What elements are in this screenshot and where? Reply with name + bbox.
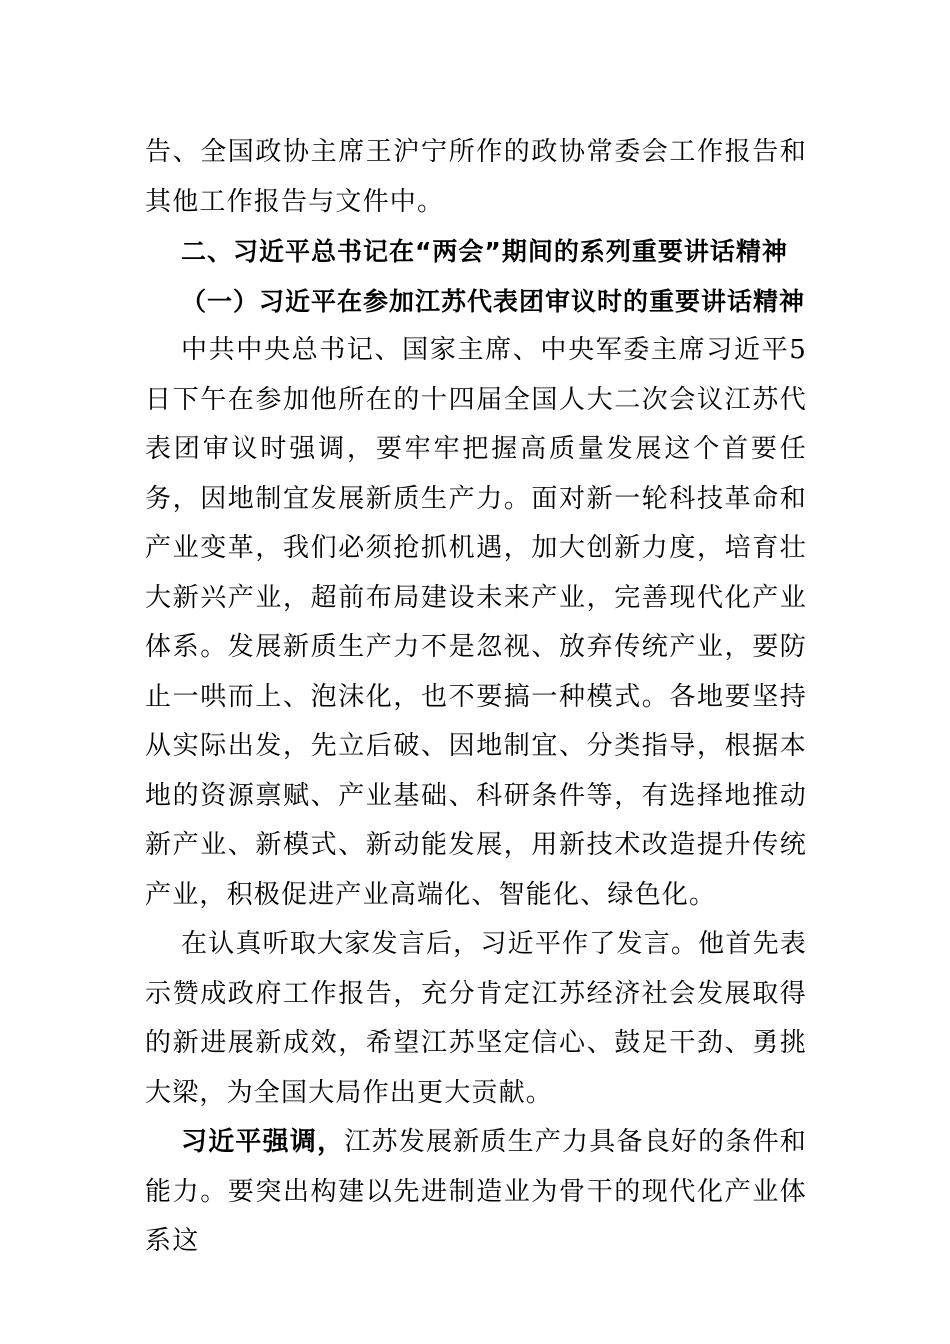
subsection-heading: （一）习近平在参加江苏代表团审议时的重要讲话精神 — [181, 286, 806, 316]
paragraph-3-body: 江苏发展新质生产力具备良好的条件和能力。要突出构建以先进制造业为骨干的现代化产业体系这 — [145, 1127, 807, 1256]
paragraph-3 — [145, 1118, 807, 1267]
document-body — [145, 128, 807, 1267]
section-heading: 二、习近平总书记在“两会”期间的系列重要讲话精神 — [181, 237, 788, 266]
paragraph-1: 中共中央总书记、国家主席、中央军委主席习近平5日下午在参加他所在的十四届全国人大二次会议江苏代表团审议时强调，要牢牢把握高质量发展这个首要任务，因地制宜发展新质生产力。面对新一轮科技革命和产业变革，我们必须抢抓机遇，加大创新力度，培育壮大新兴产业，超前布局建设未来产业，完善现代化产业体系。发展新质生产力不是忽视、放弃传统产业，要防止一哄而上、泡沫化，也不要搞一种模式。各地要坚持从实际出发，先立后破、因地制宜、分类指导，根据本地的资源禀赋、产业基础、科研条件等，有选择地推动新产业、新模式、新动能发展，用新技术改造提升传统产业，积极促进产业高端化、智能化、绿色化。 — [145, 335, 807, 910]
paragraph-continued: 告、全国政协主席王沪宁所作的政协常委会工作报告和其他工作报告与文件中。 — [145, 137, 807, 217]
paragraph-3-lead: 习近平强调， — [181, 1127, 345, 1157]
paragraph-2: 在认真听取大家发言后，习近平作了发言。他首先表示赞成政府工作报告，充分肯定江苏经济社会发展取得的新进展新成效，希望江苏坚定信心、鼓足干劲、勇挑大梁，为全国大局作出更大贡献。 — [145, 929, 807, 1108]
